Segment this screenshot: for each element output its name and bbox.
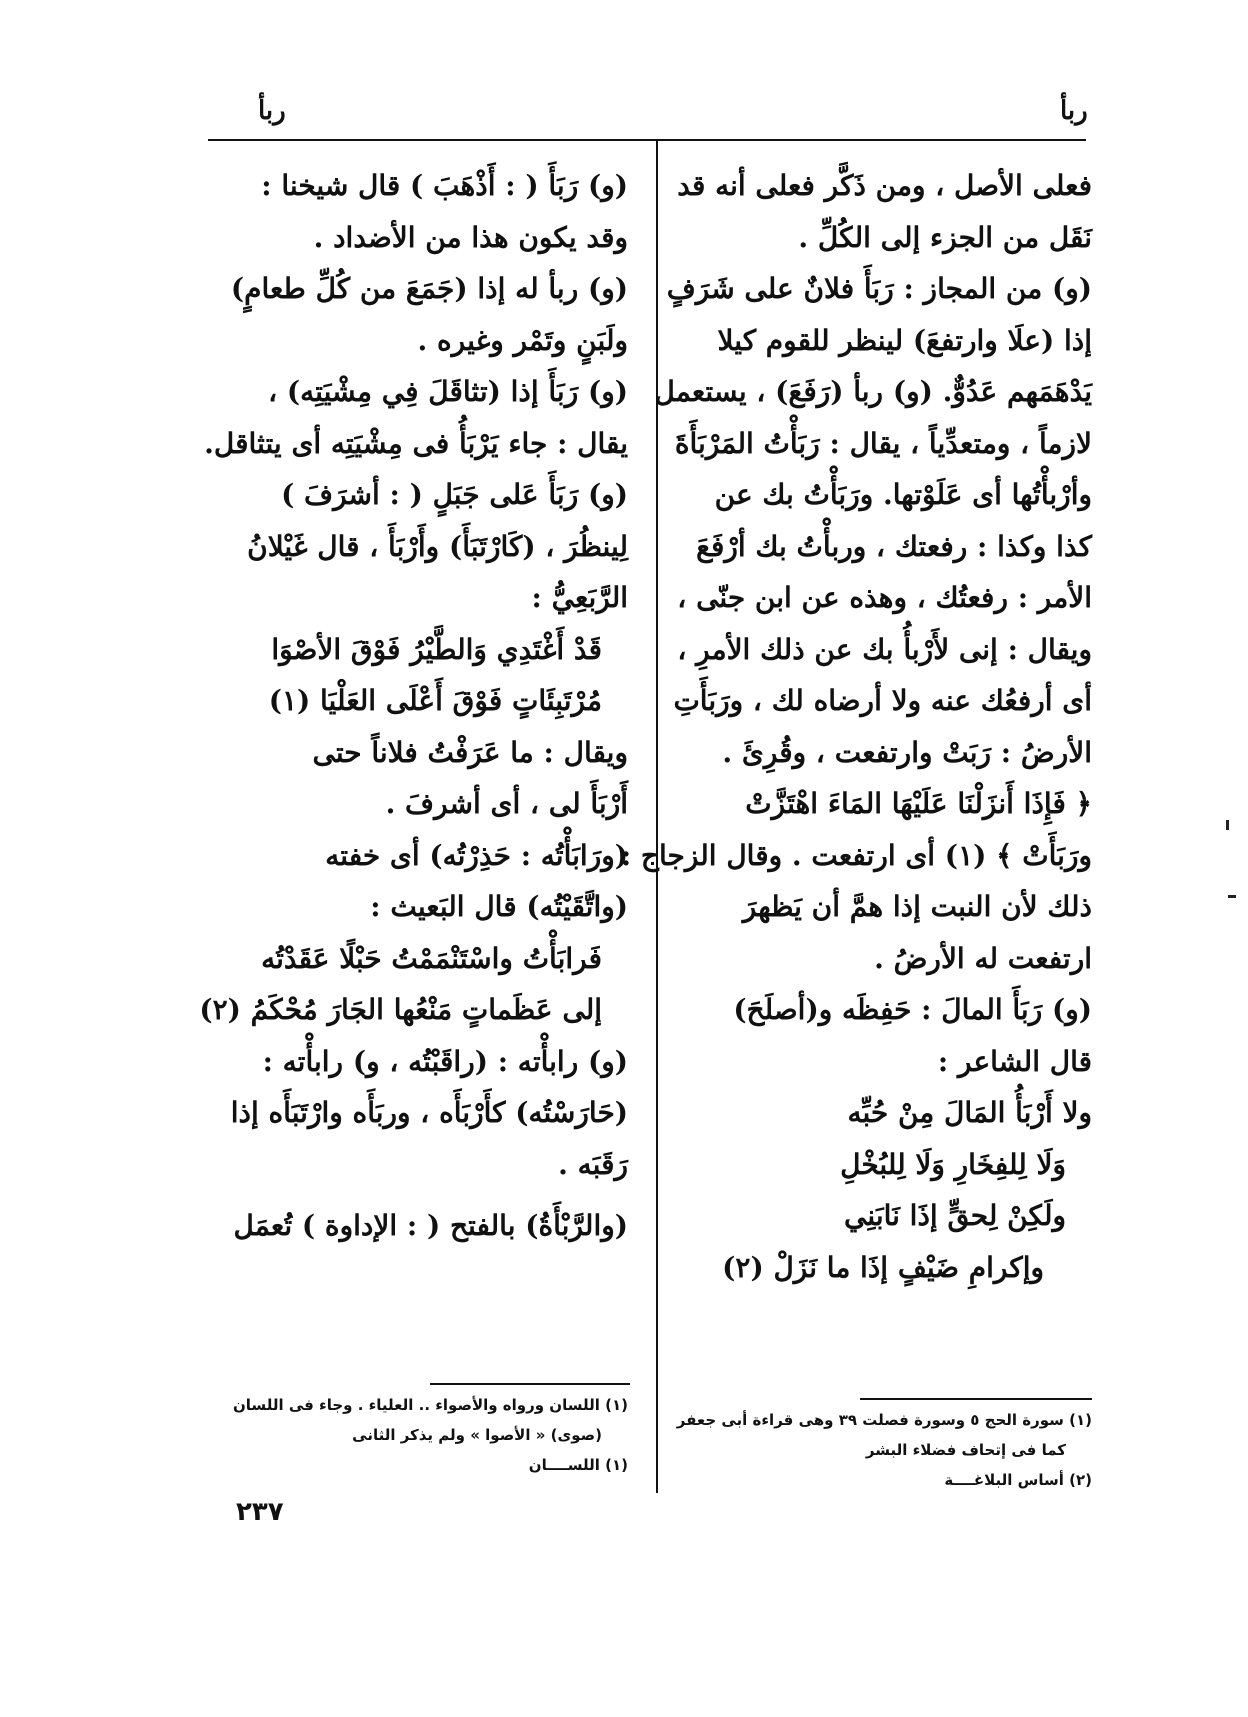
text-line: (حَارَسْتُه) كأَرْبَأَه ، وربَأَه وارْتَبَأَه إذا	[230, 1096, 628, 1129]
text-line: (و) رَبَأَ المالَ : حَفِظَه و(أصلَحَ)	[733, 993, 1092, 1026]
column-divider	[656, 141, 658, 1493]
text-line: ذلك لأن النبت إذا همَّ أن يَظهرَ	[742, 890, 1092, 923]
text-line: (و) ربأ له إذا (جَمَعَ من كُلِّ طعامٍ)	[230, 272, 628, 305]
text-line: (و) رَبَأَ إذا (تثاقَلَ فِي مِشْيَتِه) ،	[268, 375, 628, 408]
text-line: الأرضُ : رَبَتْ وارتفعت ، وقُرِئَ .	[722, 735, 1092, 769]
text-line: الرَّبَعِيُّ :	[531, 581, 628, 614]
page-number: ٢٣٧	[236, 1497, 284, 1527]
poem-line: وَلَا لِلفِخَارِ وَلَا لِلبُخْلِ	[840, 1147, 1066, 1181]
text-line: لازماً ، ومتعدِّياً ، يقال : رَبَأْتُ المَرْبَأَةَ	[674, 426, 1092, 460]
text-line: قال الشاعر :	[937, 1044, 1092, 1078]
header-rule	[208, 139, 1086, 141]
footnotes-left	[180, 1390, 628, 1480]
poem-line: إلى عَظَماتٍ مَنْعُها الجَارَ مُحْكَمُ (٢)	[199, 993, 602, 1026]
poem-line: قَدْ أَغْتَدِي وَالطَّيْرُ فَوْقَ الأصْوَا	[271, 632, 602, 666]
text-line: يَدْهَمَهم عَدُوٌّ. (و) ربأ (رَفَعَ) ، يستعمل	[654, 375, 1092, 408]
poem-line: فَرابَأْتُ واسْتَنْمَمْتُ حَبْلًا عَقَدْتُه	[261, 941, 602, 975]
text-line: أَرْبَأَ لى ، أى أشرفَ .	[385, 787, 628, 820]
text-line: ولَبَنٍ وتَمْر وغيره .	[417, 323, 628, 357]
text-line: (والرَّبْأَةُ) بالفتح ( : الإداوة ) تُعمَل	[233, 1209, 628, 1242]
margin-speck	[1226, 820, 1229, 830]
footnote-rule-left	[430, 1383, 630, 1385]
text-line: أى أرفعُك عنه ولا أرضاه لك ، ورَبَأَتِ	[673, 684, 1092, 717]
text-line: فعلى الأصل ، ومن ذَكَّر فعلى أنه قد	[677, 169, 1092, 202]
quran-verse-line: ﴿ فَإِذَا أَنزَلْنَا عَلَيْهَا المَاءَ اهْتَزَّتْ	[745, 787, 1092, 820]
right-column	[620, 160, 1092, 1293]
text-line: (و) رَبَأَ عَلى جَبَلٍ ( : أشرَفَ )	[281, 478, 628, 511]
footnote: (١) سورة الحج ٥ وسورة فصلت ٣٩ وهى قراءة أبى جعفر	[676, 1411, 1092, 1429]
text-line: (و) رابأْته : (راقَبْتُه ، و) رابأْته :	[262, 1044, 628, 1078]
footnote-continuation: كما فى إتحاف فضلاء البشر	[865, 1441, 1066, 1459]
running-head-left: ربأ	[258, 96, 286, 126]
poem-line: وإكرامِ ضَيْفٍ إذَا ما نَزَلْ (٢)	[722, 1250, 1044, 1284]
footnotes-right	[676, 1405, 1092, 1495]
margin-speck	[1228, 895, 1236, 898]
text-line: ورَبَأَتْ ﴾ (١) أى ارتفعت . وقال الزجاج :	[620, 838, 1092, 872]
running-head-right: ربأ	[1060, 96, 1088, 126]
text-line: (واتَّقَيْتُه) قال البَعيث :	[370, 890, 628, 923]
text-line: وأرْبأْتُها أى عَلَوْتها. ورَبَأْتُ بك عن	[714, 478, 1092, 511]
footnote-continuation: (صوى) « الأصوا » ولم يذكر الثانى	[352, 1426, 602, 1444]
text-line: لِينظُرَ ، (كَارْتَبَأَ) وأَرْبَأَ ، قال غَيْلانُ	[247, 529, 628, 563]
footnote: (١) اللسان ورواه والأصواء .. العلياء . وجاء فى اللسان	[233, 1396, 628, 1414]
text-line: رَقَبَه .	[558, 1147, 628, 1181]
text-line: (ورَابَأْتُه : حَذِرْتُه) أى خفته	[325, 838, 628, 872]
footnote: (١) اللســــان	[528, 1456, 628, 1474]
text-line: ويقال : ما عَرَفْتُ فلاناً حتى	[312, 735, 628, 769]
footnote: (٢) أساس البلاغــــة	[944, 1471, 1092, 1489]
text-line: إذا (علَا وارتفعَ) لينظر للقوم كيلا	[717, 323, 1092, 357]
left-column	[180, 160, 628, 1252]
text-line: (و) من المجاز : رَبَأَ فلانٌ على شَرَفٍ	[666, 272, 1092, 305]
text-line: ويقال : إنى لأَرْبأُ بك عن ذلك الأمرِ ،	[677, 632, 1092, 666]
text-line: كذا وكذا : رفعتك ، وربأْتُ بك أرْفَعَ	[696, 529, 1092, 563]
poem-line: ولَكِنْ لِحقٍّ إذَا نَابَنِي	[844, 1199, 1066, 1232]
text-line: ارتفعت له الأرضُ .	[874, 941, 1092, 975]
text-line: (و) رَبَأَ ( : أَذْهَبَ ) قال شيخنا :	[261, 169, 628, 202]
footnote-rule-right	[860, 1398, 1092, 1400]
poem-line: مُرْتَبِئَاتٍ فَوْقَ أَعْلَى العَلْيَا (١)	[268, 684, 602, 717]
text-line: يقال : جاء يَرْبَأُ فى مِشْيَتِه أى يتثاقل.	[204, 426, 628, 460]
text-line: الأمر : رفعتُك ، وهذه عن ابن جنّى ،	[677, 581, 1092, 614]
text-line: وقد يكون هذا من الأضداد .	[313, 220, 628, 254]
text-line: نَقَل من الجزء إلى الكُلِّ .	[798, 220, 1092, 254]
poem-line: ولا أَرْبَأُ المَالَ مِنْ حُبِّه	[847, 1096, 1092, 1129]
